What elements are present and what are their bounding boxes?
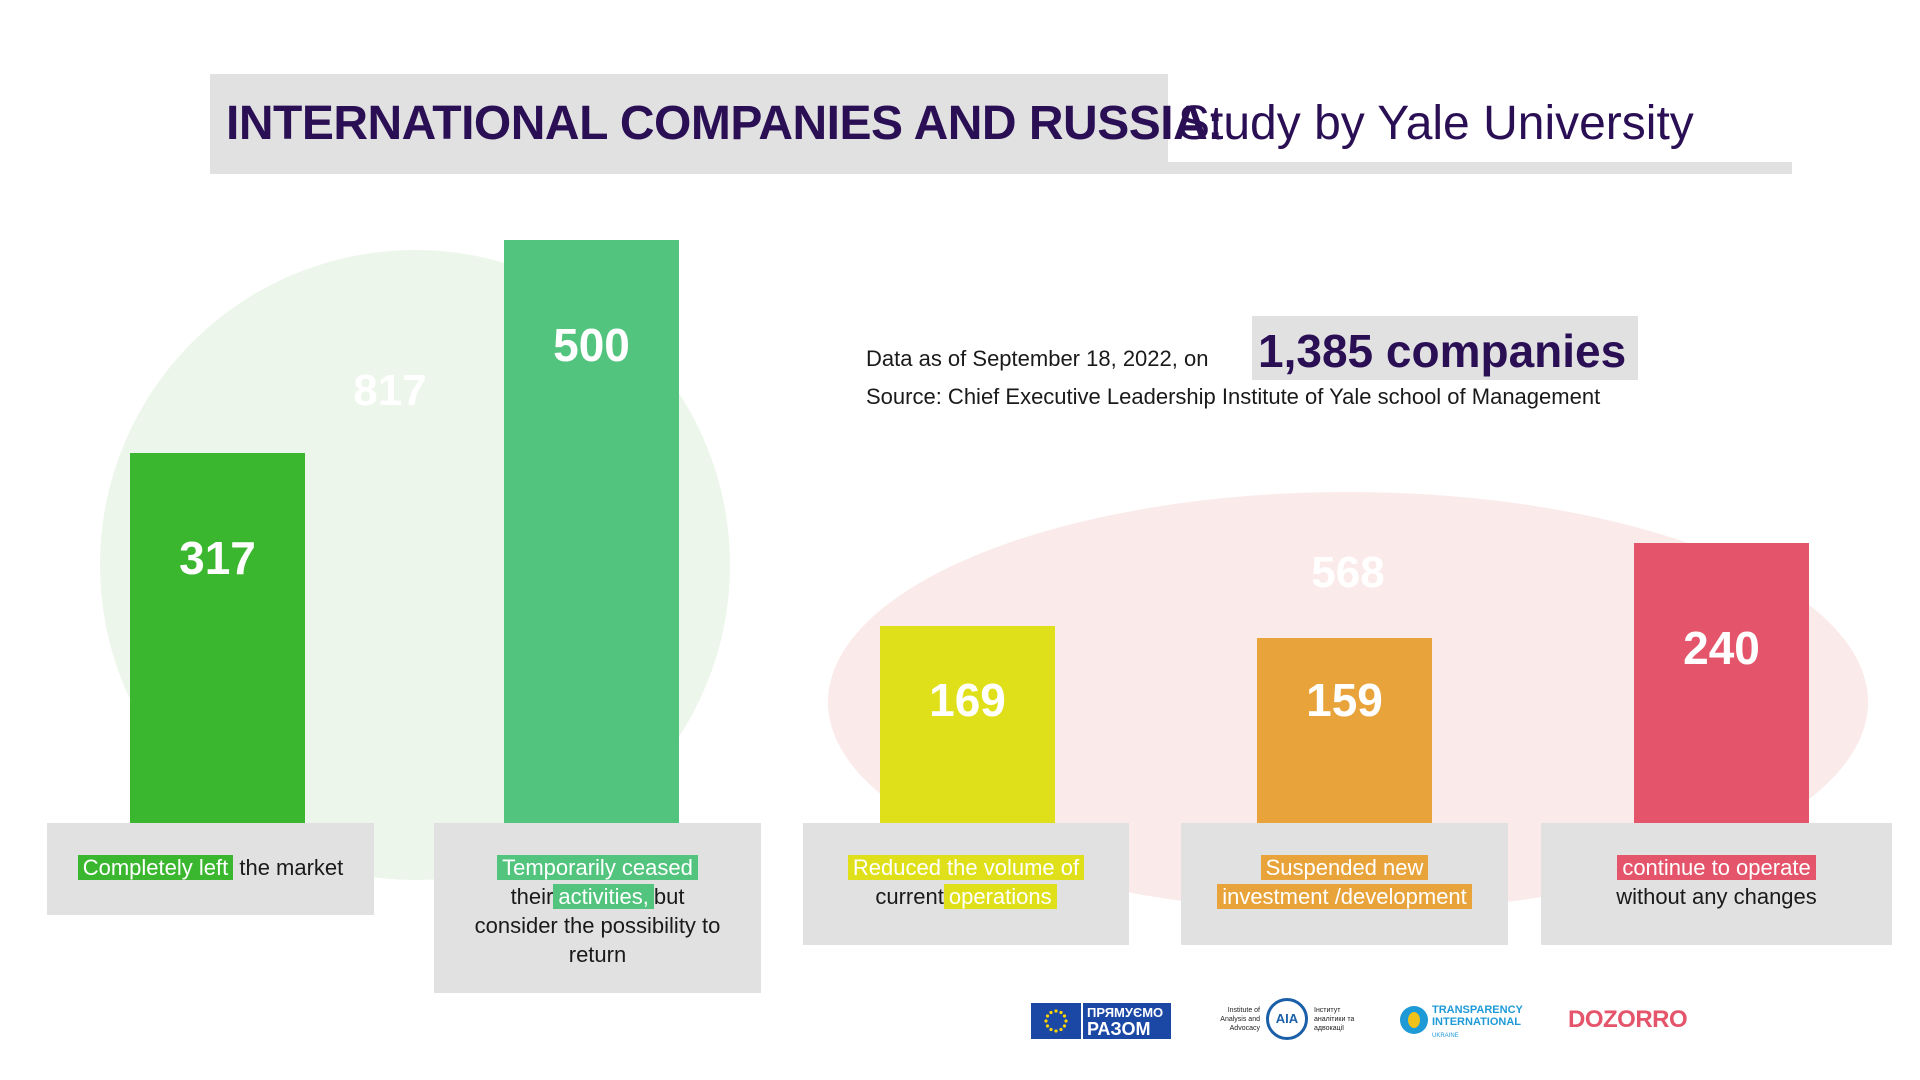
label-box-suspended-investment (1181, 823, 1508, 945)
label-part: consider the possibility to (474, 913, 721, 938)
label-text (1181, 853, 1508, 911)
label-highlight: activities, (553, 884, 653, 909)
transparency-logo (1400, 1002, 1532, 1042)
iaa-left-text: Institute of Analysis and Advocacy (1220, 1007, 1260, 1032)
label-part: their (510, 884, 554, 909)
group-total-right: 568 (1311, 548, 1385, 597)
label-box-left-market (47, 823, 374, 915)
iaa-right-text: Інститут аналітики та адвокації (1314, 1007, 1355, 1032)
ti-line1: TRANSPARENCY (1432, 1004, 1523, 1016)
bar-value-3: 169 (929, 674, 1006, 726)
iaa-logo (1204, 998, 1364, 1044)
label-rest: the market (239, 855, 344, 880)
label-part: but (653, 884, 685, 909)
label-part: return (568, 942, 627, 967)
label-text (47, 853, 374, 882)
eu-line1: ПРЯМУЄМО (1087, 1005, 1164, 1020)
label-box-continue-operate (1541, 823, 1892, 945)
source-text: Source: Chief Executive Leadership Institute of Yale school of Management (866, 384, 1601, 409)
label-part: without any changes (1616, 884, 1817, 909)
data-date-text: Data as of September 18, 2022, on (866, 346, 1209, 371)
ti-line3: UKRAINE (1432, 1033, 1459, 1039)
bar-4 (1257, 638, 1432, 823)
ti-line2: INTERNATIONAL (1432, 1016, 1522, 1028)
label-highlight: operations (944, 884, 1057, 909)
bar-5 (1634, 543, 1809, 823)
eu-logo (1031, 1003, 1171, 1039)
bar-value-5: 240 (1683, 622, 1760, 675)
label-text (803, 853, 1129, 911)
label-part: current (875, 884, 944, 909)
label-box-reduced-volume (803, 823, 1129, 945)
label-highlight: continue to operate (1617, 855, 1815, 880)
label-text (1541, 853, 1892, 911)
bar-value-4: 159 (1306, 674, 1383, 726)
ti-globe-icon (1400, 1006, 1428, 1034)
label-highlight: investment /development (1217, 884, 1472, 909)
title-bold: INTERNATIONAL COMPANIES AND RUSSIA: (226, 97, 1223, 150)
bar-value-1: 317 (179, 532, 256, 585)
companies-count: 1,385 companies (1258, 325, 1627, 377)
group-total-left: 817 (353, 366, 427, 415)
eu-line2: РАЗОМ (1087, 1019, 1151, 1039)
ti-text (1432, 1004, 1523, 1042)
iaa-mark-icon: AIA (1266, 998, 1308, 1040)
label-highlight: Temporarily ceased (497, 855, 698, 880)
eu-flag-icon (1031, 1003, 1081, 1039)
eu-logo-text (1083, 1003, 1171, 1039)
label-highlight: Suspended new (1261, 855, 1429, 880)
label-highlight: Reduced the volume of (848, 855, 1084, 880)
dozorro-logo: DOZORRO (1568, 1006, 1688, 1033)
title-subtitle: Study by Yale University (1178, 97, 1694, 150)
label-highlight: Completely left (78, 855, 234, 880)
bar-value-2: 500 (553, 319, 630, 371)
label-text (434, 853, 761, 969)
label-box-temporarily-ceased (434, 823, 761, 993)
bar-1 (130, 453, 305, 823)
